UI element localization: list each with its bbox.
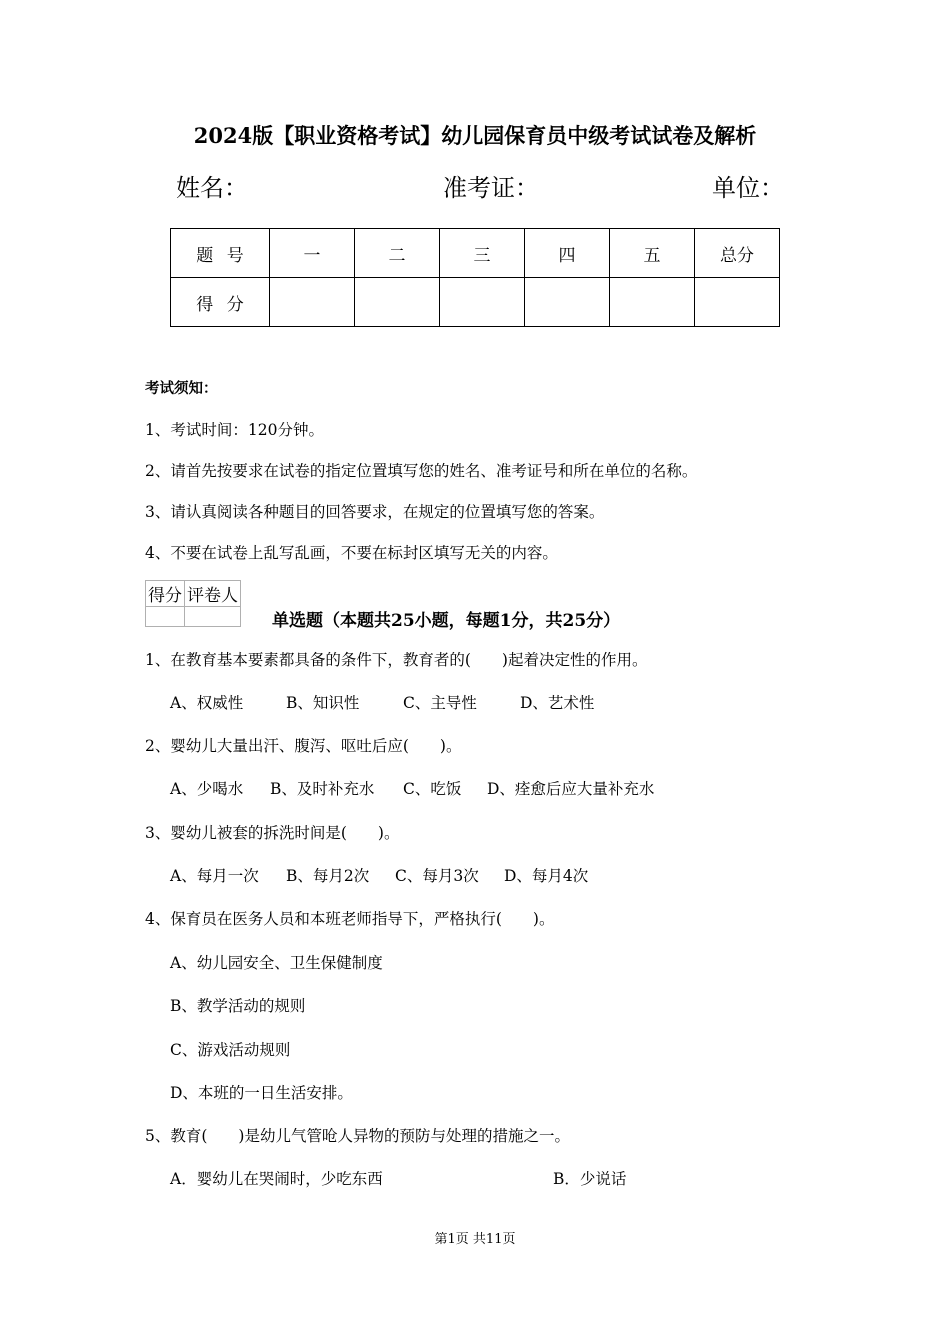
question-option: A、每月一次 [170,867,259,885]
score-header-cell: 五 [609,229,694,278]
unit-label: 单位： [712,174,784,202]
score-cell [354,278,439,327]
question-option: A、幼儿园安全、卫生保健制度 [170,954,383,972]
grader-name-cell [185,607,241,627]
name-label: 姓名： [176,174,248,202]
score-table-header-row [171,229,780,278]
score-header-cell: 总分 [694,229,779,278]
score-row-label: 得分 [171,278,270,327]
question-option: C、每月3次 [395,867,479,885]
grader-score-cell [146,607,185,627]
grader-score-label: 得分 [146,581,185,607]
grader-name-label: 评卷人 [185,581,241,607]
score-cell [524,278,609,327]
question-option: A、权威性 [170,694,244,712]
question-option: D、痊愈后应大量补充水 [487,780,655,798]
document-title: 2024版【职业资格考试】幼儿园保育员中级考试试卷及解析 [193,123,757,148]
question-option: B、每月2次 [286,867,370,885]
notice-heading: 考试须知： [145,380,218,397]
score-table-score-row [171,278,780,327]
question-option: B、知识性 [286,694,360,712]
score-header-cell: 三 [439,229,524,278]
question-option: B、教学活动的规则 [170,997,306,1015]
notice-item: 4、不要在试卷上乱写乱画，不要在标封区填写无关的内容。 [145,544,558,562]
score-header-cell: 题号 [171,229,270,278]
section-title: 单选题（本题共25小题，每题1分，共25分） [272,611,621,631]
question-stem: 4、保育员在医务人员和本班老师指导下，严格执行( )。 [145,910,555,928]
question-stem: 2、婴幼儿大量出汗、腹泻、呕吐后应( )。 [145,737,462,755]
question-option: B、及时补充水 [270,780,375,798]
question-option: D、每月4次 [504,867,589,885]
notice-item: 1、考试时间：120分钟。 [145,421,324,439]
score-cell [609,278,694,327]
grader-box [145,580,241,627]
question-option: C、吃饭 [403,780,462,798]
exam-id-label: 准考证： [443,174,539,202]
question-stem: 1、在教育基本要素都具备的条件下，教育者的( )起着决定性的作用。 [145,651,648,669]
question-option: B．少说话 [553,1170,627,1188]
score-cell [269,278,354,327]
score-cell [439,278,524,327]
question-option: C、主导性 [403,694,477,712]
question-option: A．婴幼儿在哭闹时，少吃东西 [170,1170,383,1188]
question-option: C、游戏活动规则 [170,1041,291,1059]
score-header-cell: 一 [269,229,354,278]
score-header-cell: 四 [524,229,609,278]
page-footer: 第1页 共11页 [434,1232,516,1247]
question-option: D、本班的一日生活安排。 [170,1084,353,1102]
notice-item: 2、请首先按要求在试卷的指定位置填写您的姓名、准考证号和所在单位的名称。 [145,462,698,480]
score-table [170,228,780,327]
notice-item: 3、请认真阅读各种题目的回答要求，在规定的位置填写您的答案。 [145,503,605,521]
question-option: A、少喝水 [170,780,244,798]
score-cell [694,278,779,327]
question-option: D、艺术性 [520,694,595,712]
question-stem: 5、教育( )是幼儿气管呛人异物的预防与处理的措施之一。 [145,1127,570,1145]
score-header-cell: 二 [354,229,439,278]
question-stem: 3、婴幼儿被套的拆洗时间是( )。 [145,824,400,842]
